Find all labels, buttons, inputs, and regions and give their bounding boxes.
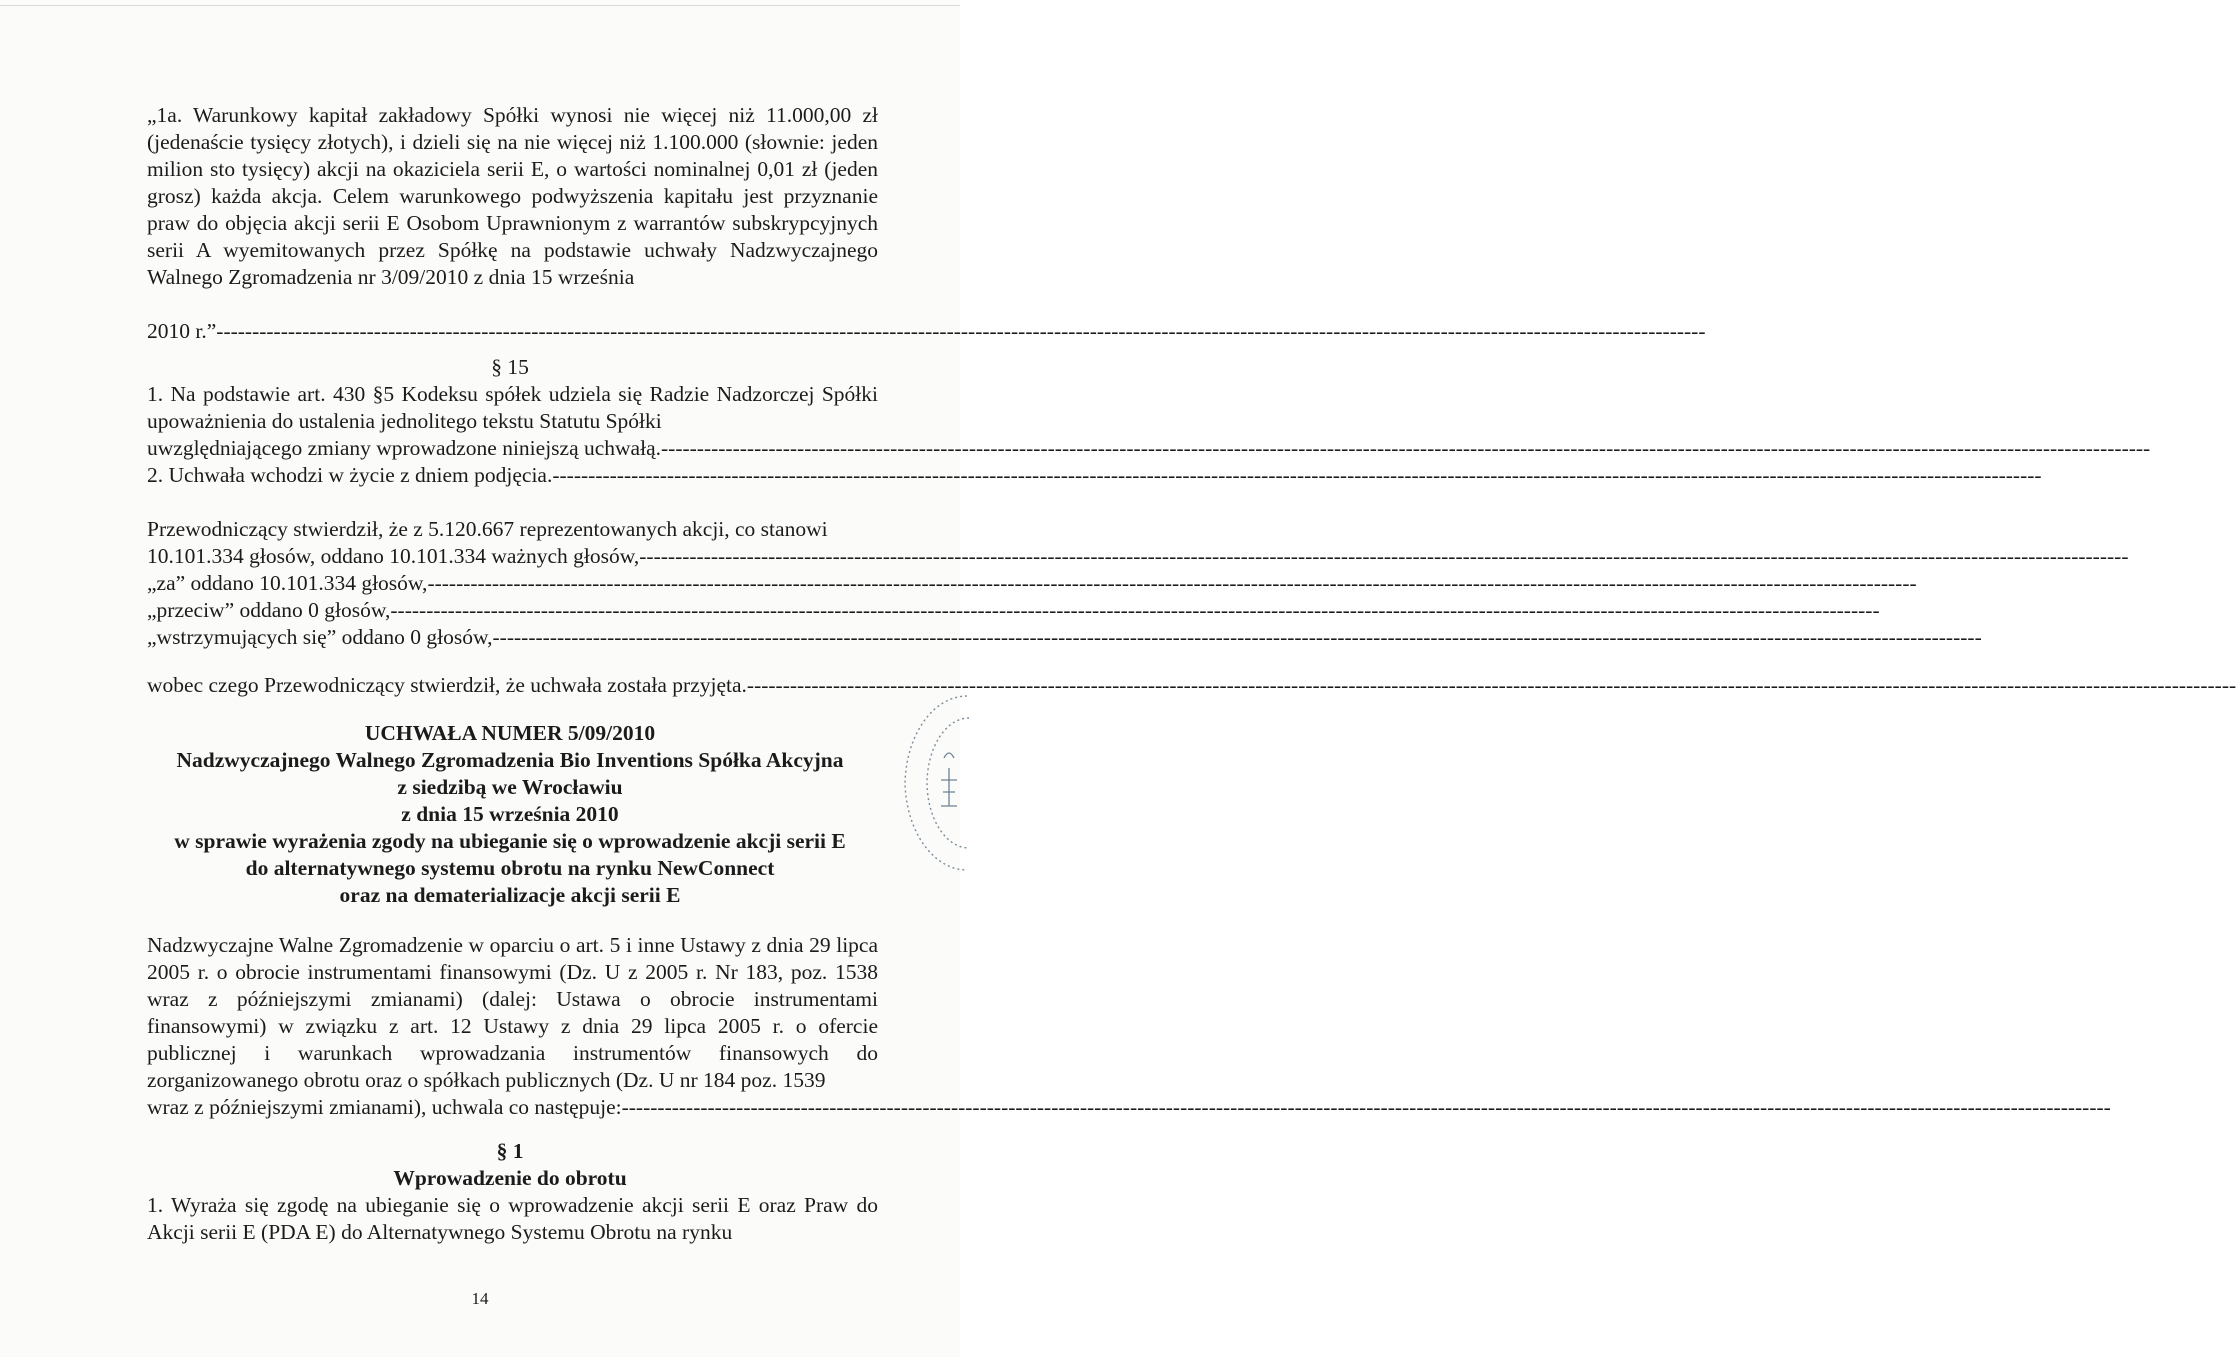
votes-abstain	[147, 624, 1982, 652]
votes-for	[147, 570, 1917, 598]
section-15-heading: § 15	[491, 355, 529, 379]
resolution-subtitle-6: oraz na dematerializacje akcji serii E	[339, 883, 681, 907]
resolution-subtitle-5: do alternatywnego systemu obrotu na rynku NewConnect	[245, 856, 775, 880]
dash-filler: ----------------------------------------------------------------------------------------------------------------------------------------------------------------------------------------------------------------	[639, 544, 2129, 568]
resolution-title: UCHWAŁA NUMER 5/09/2010	[364, 721, 656, 745]
votes-valid-text: 10.101.334 głosów, oddano 10.101.334 ważnych głosów,	[147, 544, 640, 568]
paragraph-1a-end-text: 2010 r.”	[147, 319, 217, 343]
dash-filler: ----------------------------------------------------------------------------------------------------------------------------------------------------------------------------------------------------------------	[746, 673, 2236, 697]
votes-against	[147, 597, 1880, 625]
paragraph-1a-end	[147, 318, 1706, 346]
stamp-icon	[897, 688, 977, 878]
paragraph-15-1-end-text: uwzględniającego zmiany wprowadzone niniejszą uchwałą.	[147, 436, 661, 460]
votes-abstain-text: „wstrzymujących się” oddano 0 głosów,	[147, 625, 493, 649]
dash-filler: ----------------------------------------------------------------------------------------------------------------------------------------------------------------------------------------------------------------	[552, 463, 2042, 487]
dash-filler: ----------------------------------------------------------------------------------------------------------------------------------------------------------------------------------------------------------------	[216, 319, 1706, 343]
votes-result-text: wobec czego Przewodniczący stwierdził, że uchwała została przyjęta.	[147, 673, 747, 697]
preamble-end	[147, 1094, 2111, 1122]
resolution-subtitle-1: Nadzwyczajnego Walnego Zgromadzenia Bio Inventions Spółka Akcyjna	[176, 748, 844, 772]
resolution-subtitle-4: w sprawie wyrażenia zgody na ubieganie się o wprowadzenie akcji serii E	[174, 829, 846, 853]
dash-filler: ----------------------------------------------------------------------------------------------------------------------------------------------------------------------------------------------------------------	[621, 1095, 2111, 1119]
top-edge-line	[0, 0, 960, 6]
votes-against-text: „przeciw” oddano 0 głosów,	[147, 598, 391, 622]
votes-result	[147, 672, 2236, 700]
section-1-title: Wprowadzenie do obrotu	[393, 1166, 627, 1190]
paragraph-15-1: 1. Na podstawie art. 430 §5 Kodeksu spółek udziela się Radzie Nadzorczej Spółki upoważnienia do ustalenia jednolitego tekstu Statutu Spółki	[147, 382, 878, 433]
votes-intro: Przewodniczący stwierdził, że z 5.120.667 reprezentowanych akcji, co stanowi	[147, 517, 828, 541]
dash-filler: ----------------------------------------------------------------------------------------------------------------------------------------------------------------------------------------------------------------	[661, 436, 2151, 460]
dash-filler: ----------------------------------------------------------------------------------------------------------------------------------------------------------------------------------------------------------------	[427, 571, 1917, 595]
paragraph-15-2	[147, 462, 2042, 490]
dash-filler: ----------------------------------------------------------------------------------------------------------------------------------------------------------------------------------------------------------------	[390, 598, 1880, 622]
section-1-heading: § 1	[496, 1139, 524, 1163]
votes-valid	[147, 543, 2129, 571]
paragraph-15-1-end	[147, 435, 2151, 463]
dash-filler: ----------------------------------------------------------------------------------------------------------------------------------------------------------------------------------------------------------------	[492, 625, 1982, 649]
resolution-subtitle-2: z siedzibą we Wrocławiu	[397, 775, 623, 799]
paragraph-15-2-text: 2. Uchwała wchodzi w życie z dniem podjęcia.	[147, 463, 553, 487]
resolution-subtitle-3: z dnia 15 września 2010	[401, 802, 619, 826]
preamble-end-text: wraz z późniejszymi zmianami), uchwala co następuje:	[147, 1095, 622, 1119]
preamble-paragraph: Nadzwyczajne Walne Zgromadzenie w oparciu o art. 5 i inne Ustawy z dnia 29 lipca 2005 r. o obrocie instrumentami finansowymi (Dz. U z 2005 r. Nr 183, poz. 1538 wraz z późniejszymi zmianami) (dalej: Ustawa o obrocie instrumentami finansowymi) w związku z art. 12 Ustawy z dnia 29 lipca 2005 r. o ofercie publicznej i warunkach wprowadzania instrumentów finansowych do zorganizowanego obrotu oraz o spółkach publicznych (Dz. U nr 184 poz. 1539	[147, 933, 878, 1092]
page-number: 14	[471, 1289, 489, 1308]
paragraph-s1-1: 1. Wyraża się zgodę na ubieganie się o wprowadzenie akcji serii E oraz Praw do Akcji serii E (PDA E) do Alternatywnego Systemu Obrotu na rynku	[147, 1193, 878, 1244]
paragraph-1a: „1a. Warunkowy kapitał zakładowy Spółki wynosi nie więcej niż 11.000,00 zł (jedenaście tysięcy złotych), i dzieli się na nie więcej niż 1.100.000 (słownie: jeden milion sto tysięcy) akcji na okaziciela serii E, o wartości nominalnej 0,01 zł (jeden grosz) każda akcja. Celem warunkowego podwyższenia kapitału jest przyznanie praw do objęcia akcji serii E Osobom Uprawnionym z warrantów subskrypcyjnych serii A wyemitowanych przez Spółkę na podstawie uchwały Nadzwyczajnego Walnego Zgromadzenia nr 3/09/2010 z dnia 15 września	[147, 103, 878, 289]
votes-for-text: „za” oddano 10.101.334 głosów,	[147, 571, 428, 595]
